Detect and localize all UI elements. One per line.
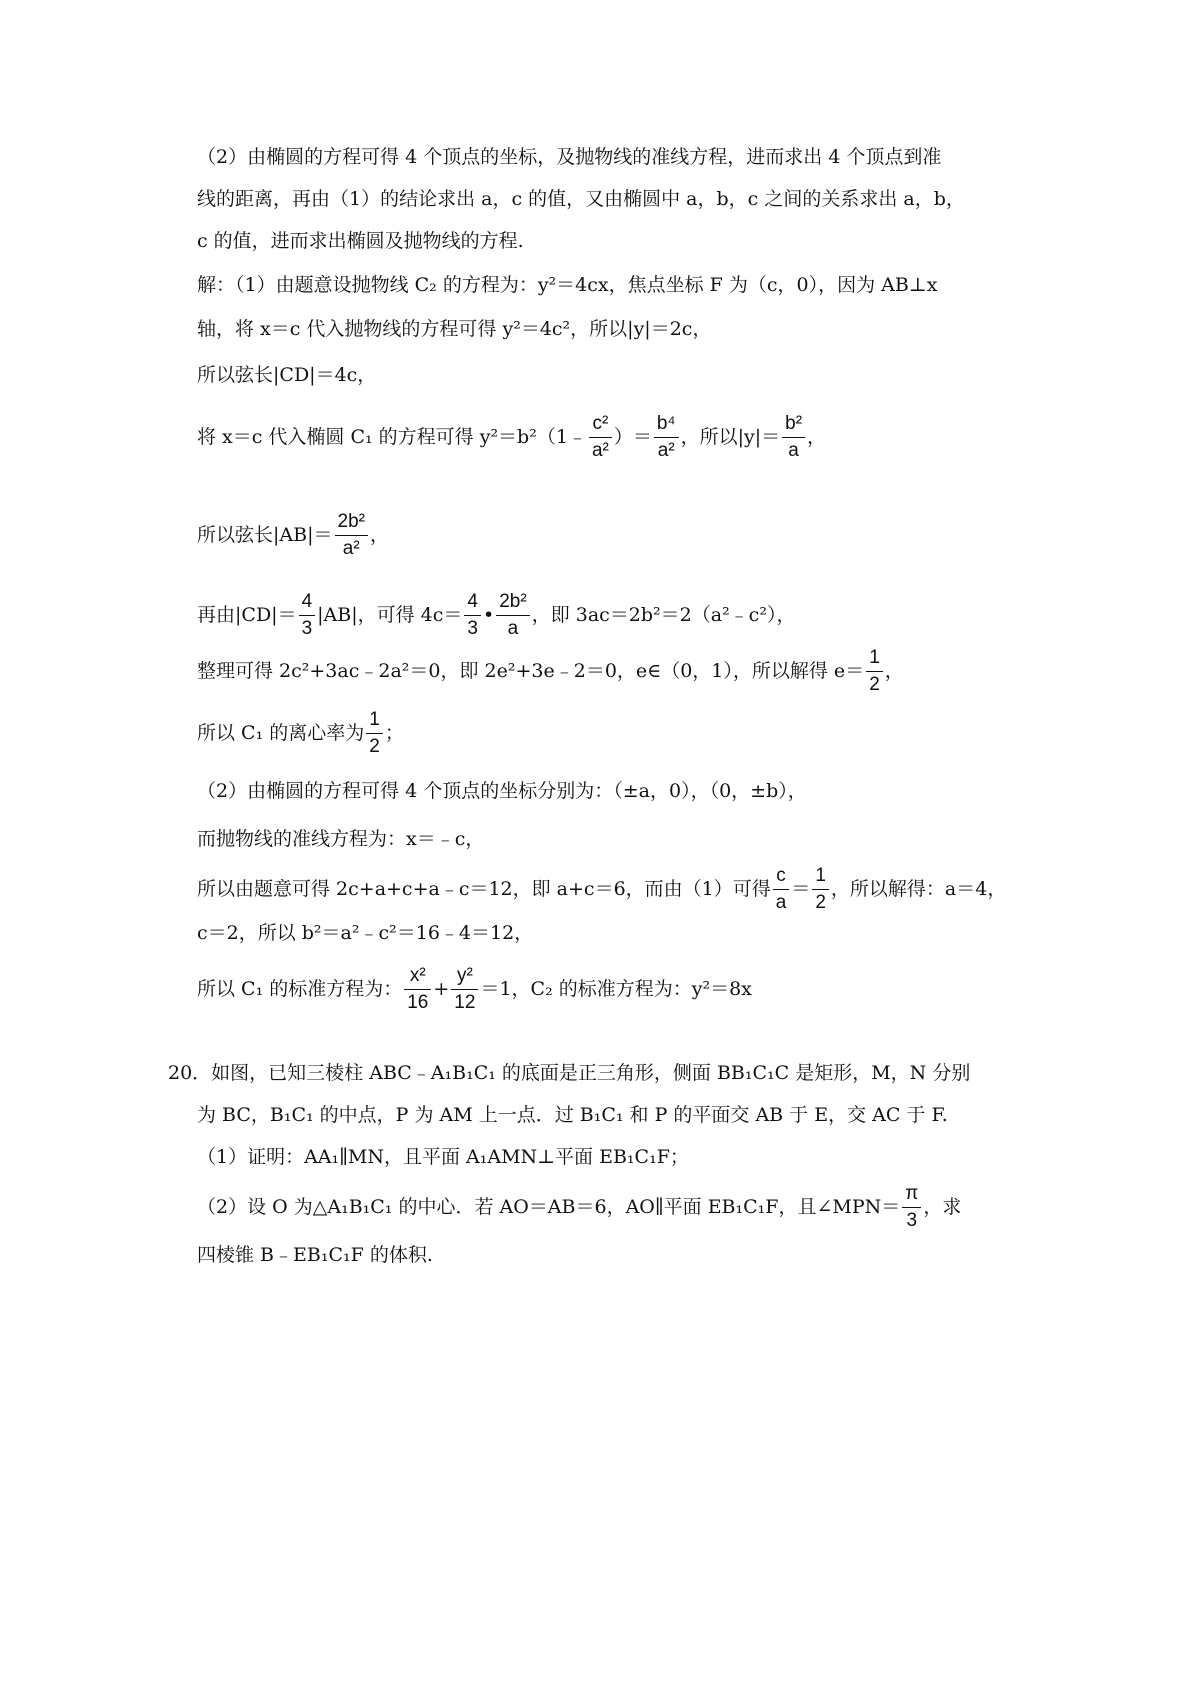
fraction-pi-over-3 xyxy=(902,1184,921,1232)
s5-text-b: ， xyxy=(369,523,389,546)
solution-line-10: 而抛物线的准线方程为：x＝﹣c， xyxy=(197,828,485,850)
frac-den: 12 xyxy=(454,991,476,1013)
frac-num: 1 xyxy=(366,710,383,734)
fraction-c2-over-a2 xyxy=(589,414,612,462)
solution-line-5 xyxy=(197,512,389,560)
fraction-1-over-2-b xyxy=(366,710,383,758)
fraction-y2-over-12 xyxy=(451,966,478,1014)
frac-den: 2 xyxy=(369,735,380,757)
frac-num: x² xyxy=(404,966,431,990)
s11-text-b: ＝ xyxy=(791,877,811,900)
hint-line-1: （2）由椭圆的方程可得 4 个顶点的坐标，及抛物线的准线方程，进而求出 4 个顶点到准 xyxy=(197,146,942,168)
frac-den: 16 xyxy=(407,991,429,1013)
frac-num: b⁴ xyxy=(654,414,679,438)
solution-line-11 xyxy=(197,866,1006,914)
frac-den: 3 xyxy=(301,617,313,639)
s6-text-c: ，即 3ac＝2b²＝2（a²﹣c²）， xyxy=(531,603,796,626)
p20-text-b: ，求 xyxy=(923,1195,962,1218)
solution-line-1: 解：（1）由题意设抛物线 C₂ 的方程为：y²＝4cx，焦点坐标 F 为（c，0），因为 AB⊥x xyxy=(197,274,938,296)
s11-text-c: ，所以解得：a＝4， xyxy=(830,877,1007,900)
frac-num: b² xyxy=(782,414,805,438)
frac-den: a xyxy=(775,891,787,913)
frac-num: 1 xyxy=(866,648,883,672)
frac-den: a² xyxy=(591,439,609,461)
frac-num: 1 xyxy=(812,866,829,890)
solution-line-4 xyxy=(197,414,826,462)
s7-text-b: ， xyxy=(884,659,904,682)
solution-line-13 xyxy=(197,966,752,1014)
frac-num: 2b² xyxy=(335,512,368,536)
problem-20-line-1: 20．如图，已知三棱柱 ABC﹣A₁B₁C₁ 的底面是正三角形，侧面 BB₁C₁C 是矩形，M，N 分别 xyxy=(168,1062,971,1084)
frac-num: 4 xyxy=(299,592,316,616)
s5-text-a: 所以弦长|AB|＝ xyxy=(197,523,333,546)
frac-num: π xyxy=(902,1184,921,1208)
fraction-x2-over-16 xyxy=(404,966,431,1014)
s8-text-b: ； xyxy=(384,721,404,744)
fraction-b4-over-a2 xyxy=(654,414,679,462)
s6-text-a: 再由|CD|＝ xyxy=(197,603,297,626)
s4-text-a: 将 x＝c 代入椭圆 C₁ 的方程可得 y²＝b²（1﹣ xyxy=(197,425,587,448)
fraction-1-over-2-c xyxy=(812,866,829,914)
frac-den: a xyxy=(788,439,799,461)
frac-den: 2 xyxy=(869,673,880,695)
s6-dot: • xyxy=(483,603,495,626)
s13-plus: + xyxy=(433,977,450,1000)
solution-line-12: c＝2，所以 b²＝a²﹣c²＝16﹣4＝12， xyxy=(197,922,534,944)
frac-den: 3 xyxy=(906,1209,918,1231)
frac-num: c xyxy=(773,866,790,890)
frac-den: a² xyxy=(657,439,675,461)
s6-text-b: |AB|，可得 4c＝ xyxy=(317,603,463,626)
s4-text-c: ，所以|y|＝ xyxy=(680,425,781,448)
s13-text-b: ＝1，C₂ 的标准方程为：y²＝8x xyxy=(480,977,752,1000)
fraction-2b2-over-a2 xyxy=(335,512,368,560)
s4-text-d: ， xyxy=(807,425,827,448)
s7-text-a: 整理可得 2c²+3ac﹣2a²＝0，即 2e²+3e﹣2＝0，e∈（0，1），所以解得 e＝ xyxy=(197,659,865,682)
p20-text-a: （2）设 O 为△A₁B₁C₁ 的中心．若 AO＝AB＝6，AO∥平面 EB₁C₁F，且∠MPN＝ xyxy=(197,1195,901,1218)
s11-text-a: 所以由题意可得 2c+a+c+a﹣c＝12，即 a+c＝6，而由（1）可得 xyxy=(197,877,771,900)
frac-num: 2b² xyxy=(496,592,529,616)
solution-line-8 xyxy=(197,710,404,758)
problem-20-line-2: 为 BC，B₁C₁ 的中点，P 为 AM 上一点．过 B₁C₁ 和 P 的平面交 AB 于 E，交 AC 于 F. xyxy=(197,1104,948,1126)
problem-20-line-4 xyxy=(197,1184,961,1232)
frac-den: 3 xyxy=(467,617,478,639)
hint-line-3: c 的值，进而求出椭圆及抛物线的方程. xyxy=(197,230,524,252)
s8-text-a: 所以 C₁ 的离心率为 xyxy=(197,721,365,744)
frac-num: 4 xyxy=(464,592,481,616)
solution-line-9: （2）由椭圆的方程可得 4 个顶点的坐标分别为：（±a，0），（0，±b）， xyxy=(197,780,807,802)
s4-text-b: ）＝ xyxy=(613,425,652,448)
s13-text-a: 所以 C₁ 的标准方程为： xyxy=(197,977,403,1000)
solution-line-3: 所以弦长|CD|＝4c， xyxy=(197,364,377,386)
solution-line-7 xyxy=(197,648,904,696)
solution-line-6 xyxy=(197,592,795,640)
frac-num: c² xyxy=(589,414,612,438)
problem-20-line-5: 四棱锥 B﹣EB₁C₁F 的体积. xyxy=(197,1244,433,1266)
hint-line-2: 线的距离，再由（1）的结论求出 a，c 的值，又由椭圆中 a，b，c 之间的关系求出 a，b， xyxy=(197,188,965,210)
problem-20-line-3: （1）证明：AA₁∥MN，且平面 A₁AMN⊥平面 EB₁C₁F； xyxy=(197,1146,689,1168)
frac-num: y² xyxy=(451,966,478,990)
fraction-1-over-2 xyxy=(866,648,883,696)
solution-line-2: 轴，将 x＝c 代入抛物线的方程可得 y²＝4c²，所以|y|＝2c， xyxy=(197,318,712,340)
fraction-4-over-3-b xyxy=(464,592,481,640)
frac-den: 2 xyxy=(815,891,826,913)
fraction-4-over-3 xyxy=(299,592,316,640)
fraction-c-over-a xyxy=(773,866,790,914)
frac-den: a² xyxy=(342,537,360,559)
fraction-b2-over-a xyxy=(782,414,805,462)
frac-den: a xyxy=(507,617,519,639)
fraction-2b2-over-a xyxy=(496,592,529,640)
